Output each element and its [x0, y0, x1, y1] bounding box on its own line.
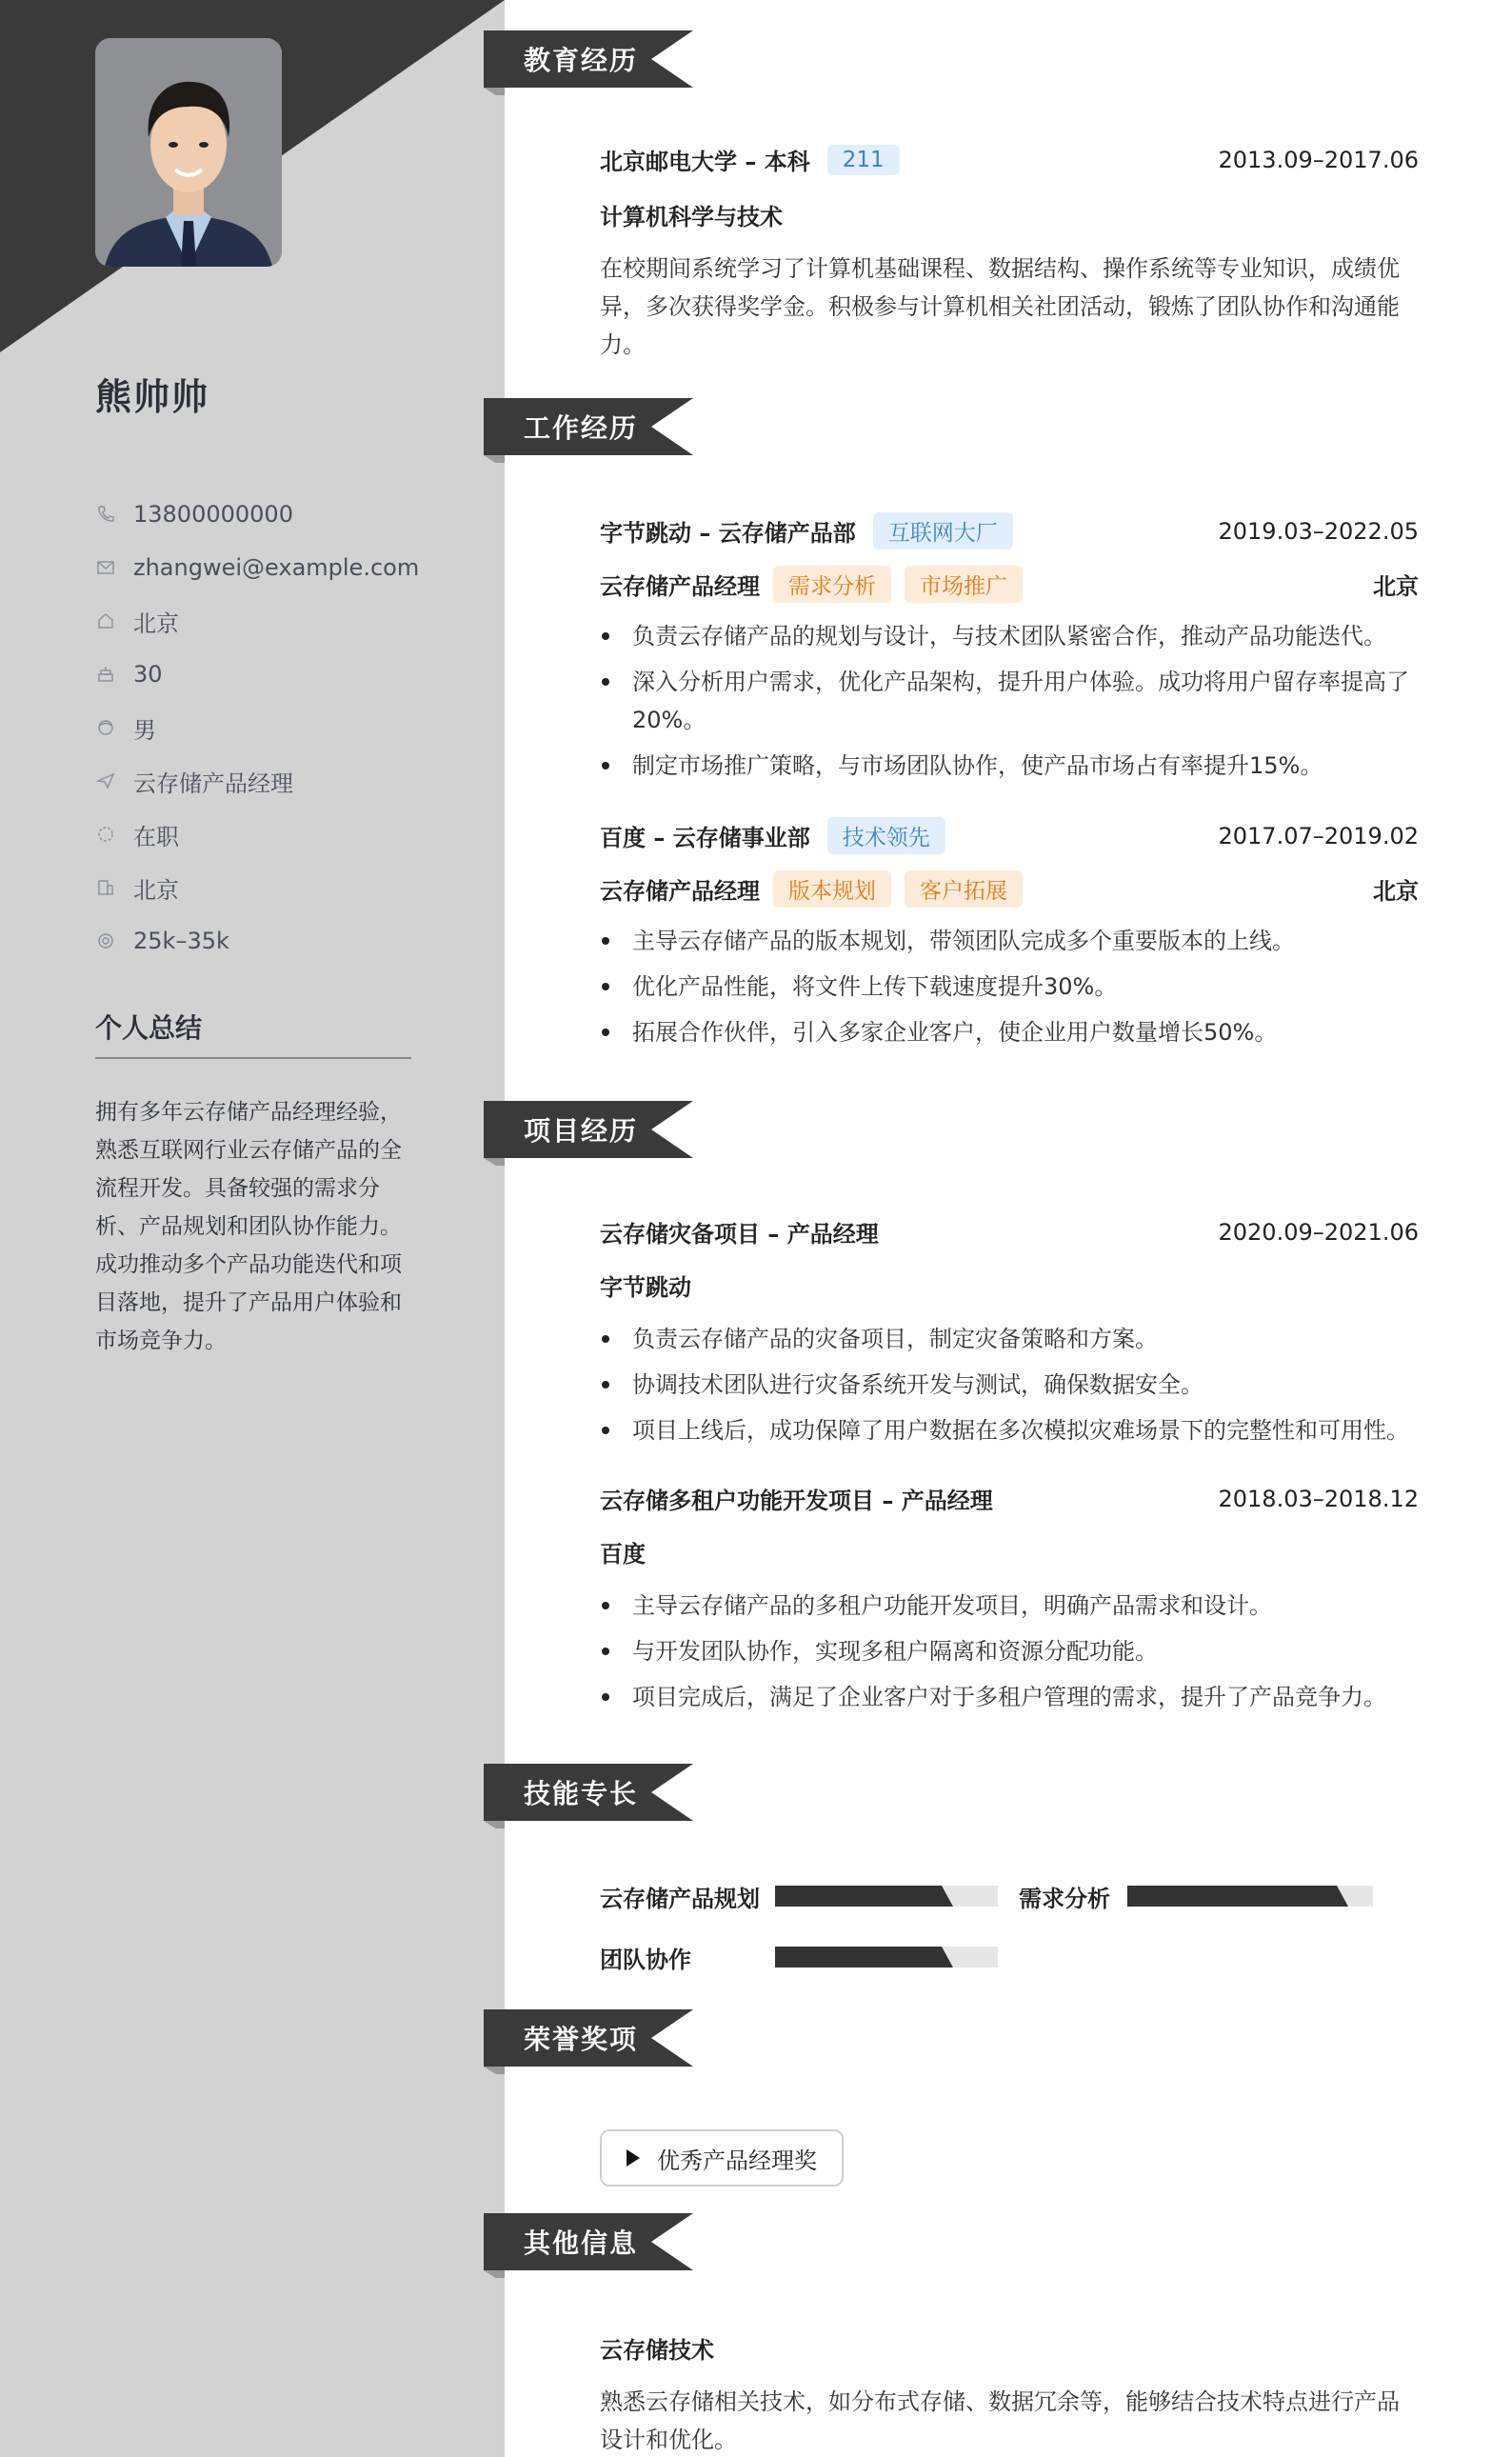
work-1-skill-tag: 需求分析	[773, 566, 891, 603]
work-1-skill-tag: 市场推广	[905, 566, 1023, 603]
project-1-bullets	[600, 1320, 1419, 1457]
skill-bar-fill	[775, 1947, 953, 1968]
list-item: 制定市场推广策略，与市场团队协作，使产品市场占有率提升15%。	[600, 747, 1419, 785]
work-1-company-tag: 互联网大厂	[873, 512, 1013, 549]
other-title-row	[600, 2331, 1419, 2365]
age-text: 30	[133, 661, 163, 688]
work-2-skill-tag: 客户拓展	[905, 870, 1023, 908]
section-title-education: 教育经历	[524, 45, 639, 76]
section-title-awards: 荣誉奖项	[524, 2024, 639, 2055]
phone-text: 13800000000	[133, 501, 293, 528]
project-1-company-row	[600, 1268, 1419, 1302]
project-2-bullets	[600, 1587, 1419, 1724]
list-item: 负责云存储产品的灾备项目，制定灾备策略和方案。	[600, 1320, 1419, 1358]
mail-icon	[95, 557, 116, 578]
work-2-company: 百度 – 云存储事业部	[600, 825, 810, 851]
play-triangle-icon	[627, 2149, 640, 2167]
skill-bar	[775, 1947, 998, 1968]
info-position	[95, 754, 419, 808]
info-age	[95, 648, 419, 701]
info-city	[95, 861, 419, 914]
work-1-role-row	[600, 566, 1419, 603]
candidate-name: 熊帅帅	[95, 376, 210, 418]
summary-title: 个人总结	[95, 1012, 203, 1044]
other-description: 熟悉云存储相关技术，如分布式存储、数据冗余等，能够结合技术特点进行产品设计和优化。	[600, 2388, 1400, 2453]
work-2-role-row	[600, 870, 1419, 908]
education-description: 在校期间系统学习了计算机基础课程、数据结构、操作系统等专业知识，成绩优异，多次获得奖学金。积极参与计算机相关社团活动，锻炼了团队协作和沟通能力。	[600, 255, 1400, 358]
send-icon	[95, 770, 116, 791]
award-name: 优秀产品经理奖	[657, 2147, 817, 2174]
list-item: 负责云存储产品的规划与设计，与技术团队紧密合作，推动产品功能迭代。	[600, 617, 1419, 655]
list-item: 主导云存储产品的多租户功能开发项目，明确产品需求和设计。	[600, 1587, 1419, 1625]
list-item: 拓展合作伙伴，引入多家企业客户，使企业用户数量增长50%。	[600, 1013, 1419, 1051]
info-salary	[95, 914, 419, 968]
salary-icon	[95, 930, 116, 951]
building-icon	[95, 877, 116, 898]
school-tag: 211	[827, 145, 900, 175]
work-1-date: 2019.03–2022.05	[1218, 517, 1419, 545]
work-2-city: 北京	[1373, 878, 1419, 905]
info-email	[95, 541, 419, 594]
work-2-bullets	[600, 922, 1419, 1059]
avatar	[95, 38, 282, 267]
work-1-bullets	[600, 617, 1419, 792]
city-text: 北京	[133, 876, 179, 904]
location-text: 北京	[133, 609, 179, 637]
position-text: 云存储产品经理	[133, 769, 293, 797]
list-item: 项目上线后，成功保障了用户数据在多次模拟灾难场景下的完整性和可用性。	[600, 1411, 1419, 1449]
school-name: 北京邮电大学 – 本科	[600, 149, 810, 175]
project-2-header	[600, 1482, 1419, 1515]
info-phone	[95, 488, 419, 541]
work-2-skill-tag: 版本规划	[773, 870, 891, 908]
project-1-title: 云存储灾备项目 – 产品经理	[600, 1221, 879, 1248]
project-2-company: 百度	[600, 1541, 646, 1568]
cake-icon	[95, 664, 116, 685]
work-2-role: 云存储产品经理	[600, 878, 760, 905]
section-title-skills: 技能专长	[524, 1778, 639, 1809]
award-item	[600, 2129, 844, 2187]
section-title-projects: 项目经历	[524, 1115, 639, 1147]
summary-divider	[95, 1057, 411, 1059]
major: 计算机科学与技术	[600, 204, 783, 230]
gender-text: 男	[133, 716, 156, 744]
status-icon	[95, 824, 116, 845]
project-1-header	[600, 1215, 1419, 1248]
work-2-date: 2017.07–2019.02	[1218, 822, 1419, 849]
education-header	[600, 143, 1419, 176]
list-item: 项目完成后，满足了企业客户对于多租户管理的需求，提升了产品竞争力。	[600, 1678, 1419, 1716]
info-gender	[95, 701, 419, 754]
skill-bar	[1127, 1886, 1373, 1907]
sidebar	[0, 0, 505, 2457]
gender-icon	[95, 717, 116, 738]
status-text: 在职	[133, 823, 179, 850]
project-2-title: 云存储多租户功能开发项目 – 产品经理	[600, 1488, 993, 1514]
work-1-role: 云存储产品经理	[600, 573, 760, 600]
work-1-header	[600, 512, 1419, 549]
summary-text: 拥有多年云存储产品经理经验，熟悉互联网行业云存储产品的全流程开发。具备较强的需求分析、产品规划和团队协作能力。成功推动多个产品功能迭代和项目落地，提升了产品用户体验和市场竞争力。	[95, 1100, 402, 1353]
education-date: 2013.09–2017.06	[1218, 146, 1419, 173]
skill-bar	[775, 1886, 998, 1907]
list-item: 主导云存储产品的版本规划，带领团队完成多个重要版本的上线。	[600, 922, 1419, 960]
project-2-date: 2018.03–2018.12	[1218, 1485, 1419, 1512]
skill-label: 云存储产品规划	[600, 1886, 760, 1912]
work-2-header	[600, 817, 1419, 854]
list-item: 协调技术团队进行灾备系统开发与测试，确保数据安全。	[600, 1366, 1419, 1404]
education-major-row	[600, 198, 1419, 231]
skill-label: 团队协作	[600, 1947, 691, 1973]
work-2-company-tag: 技术领先	[827, 817, 945, 854]
list-item: 优化产品性能，将文件上传下载速度提升30%。	[600, 968, 1419, 1006]
section-title-other: 其他信息	[524, 2227, 639, 2259]
salary-text: 25k–35k	[133, 928, 229, 954]
project-1-company: 字节跳动	[600, 1274, 691, 1301]
info-status	[95, 808, 419, 861]
project-1-date: 2020.09–2021.06	[1218, 1218, 1419, 1246]
skill-bar-fill	[1127, 1886, 1348, 1907]
skill-label: 需求分析	[1019, 1886, 1110, 1912]
contact-info-list	[95, 488, 419, 968]
skill-bar-fill	[775, 1886, 953, 1907]
section-title-work: 工作经历	[524, 412, 639, 444]
list-item: 深入分析用户需求，优化产品架构，提升用户体验。成功将用户留存率提高了20%。	[600, 663, 1419, 739]
list-item: 与开发团队协作，实现多租户隔离和资源分配功能。	[600, 1632, 1419, 1670]
work-1-company: 字节跳动 – 云存储产品部	[600, 520, 856, 547]
info-location	[95, 594, 419, 648]
project-2-company-row	[600, 1535, 1419, 1568]
phone-icon	[95, 504, 116, 525]
home-icon	[95, 610, 116, 631]
work-1-city: 北京	[1373, 573, 1419, 600]
other-title: 云存储技术	[600, 2337, 714, 2364]
email-text: zhangwei@example.com	[133, 554, 420, 581]
